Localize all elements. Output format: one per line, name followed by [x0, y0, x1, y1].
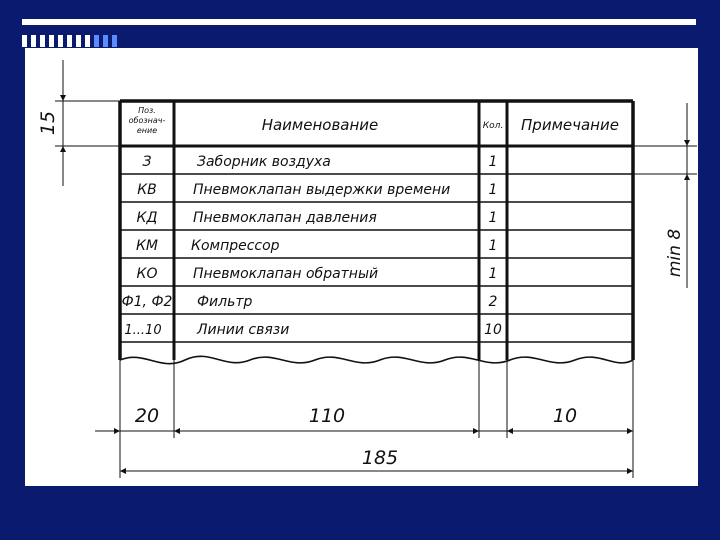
dim-label-col-note: 10: [552, 405, 578, 427]
header-note: Примечание: [521, 116, 619, 134]
row-1-pos: З: [142, 154, 152, 170]
row-1-name: Заборник воздуха: [197, 154, 331, 170]
row-4-qty: 1: [488, 238, 498, 254]
row-lines: [120, 174, 633, 342]
header-pos-line3: ение: [136, 126, 158, 135]
header-name: Наименование: [261, 116, 379, 134]
row-4-pos: КМ: [135, 238, 159, 254]
row-5-pos: КО: [136, 266, 158, 282]
dim-label-col-name: 110: [308, 405, 346, 427]
dim-label-total: 185: [361, 447, 399, 469]
row-7-name: Линии связи: [197, 322, 290, 338]
row-6-pos: Ф1, Ф2: [121, 294, 173, 310]
dimension-header-height: [55, 60, 120, 186]
dim-label-col-pos: 20: [134, 405, 160, 427]
dim-label-header-height: 15: [37, 110, 59, 136]
row-3-name: Пневмоклапан давления: [193, 210, 377, 226]
specification-drawing: [25, 48, 698, 486]
row-2-name: Пневмоклапан выдержки времени: [193, 182, 451, 198]
slide-top-rule: [22, 19, 696, 25]
row-4-name: Компрессор: [191, 238, 280, 254]
slide-decor-stripes-accent: [94, 35, 118, 47]
row-2-qty: 1: [488, 182, 498, 198]
row-1-qty: 1: [488, 154, 498, 170]
row-6-name: Фильтр: [197, 294, 253, 310]
row-7-pos: 1...10: [124, 323, 162, 338]
row-5-name: Пневмоклапан обратный: [193, 266, 379, 282]
break-line: [120, 356, 633, 363]
header-pos-line2: обознач-: [128, 116, 166, 125]
row-6-qty: 2: [488, 294, 498, 310]
drawing-panel: [25, 48, 698, 486]
row-3-qty: 1: [488, 210, 498, 226]
row-5-qty: 1: [488, 266, 498, 282]
dim-label-row-height: min 8: [665, 228, 685, 278]
row-2-pos: КВ: [137, 182, 157, 198]
row-3-pos: КД: [136, 210, 158, 226]
header-pos-line1: Поз.: [138, 106, 156, 115]
row-7-qty: 10: [484, 322, 502, 338]
header-qty: Кол.: [482, 121, 504, 131]
